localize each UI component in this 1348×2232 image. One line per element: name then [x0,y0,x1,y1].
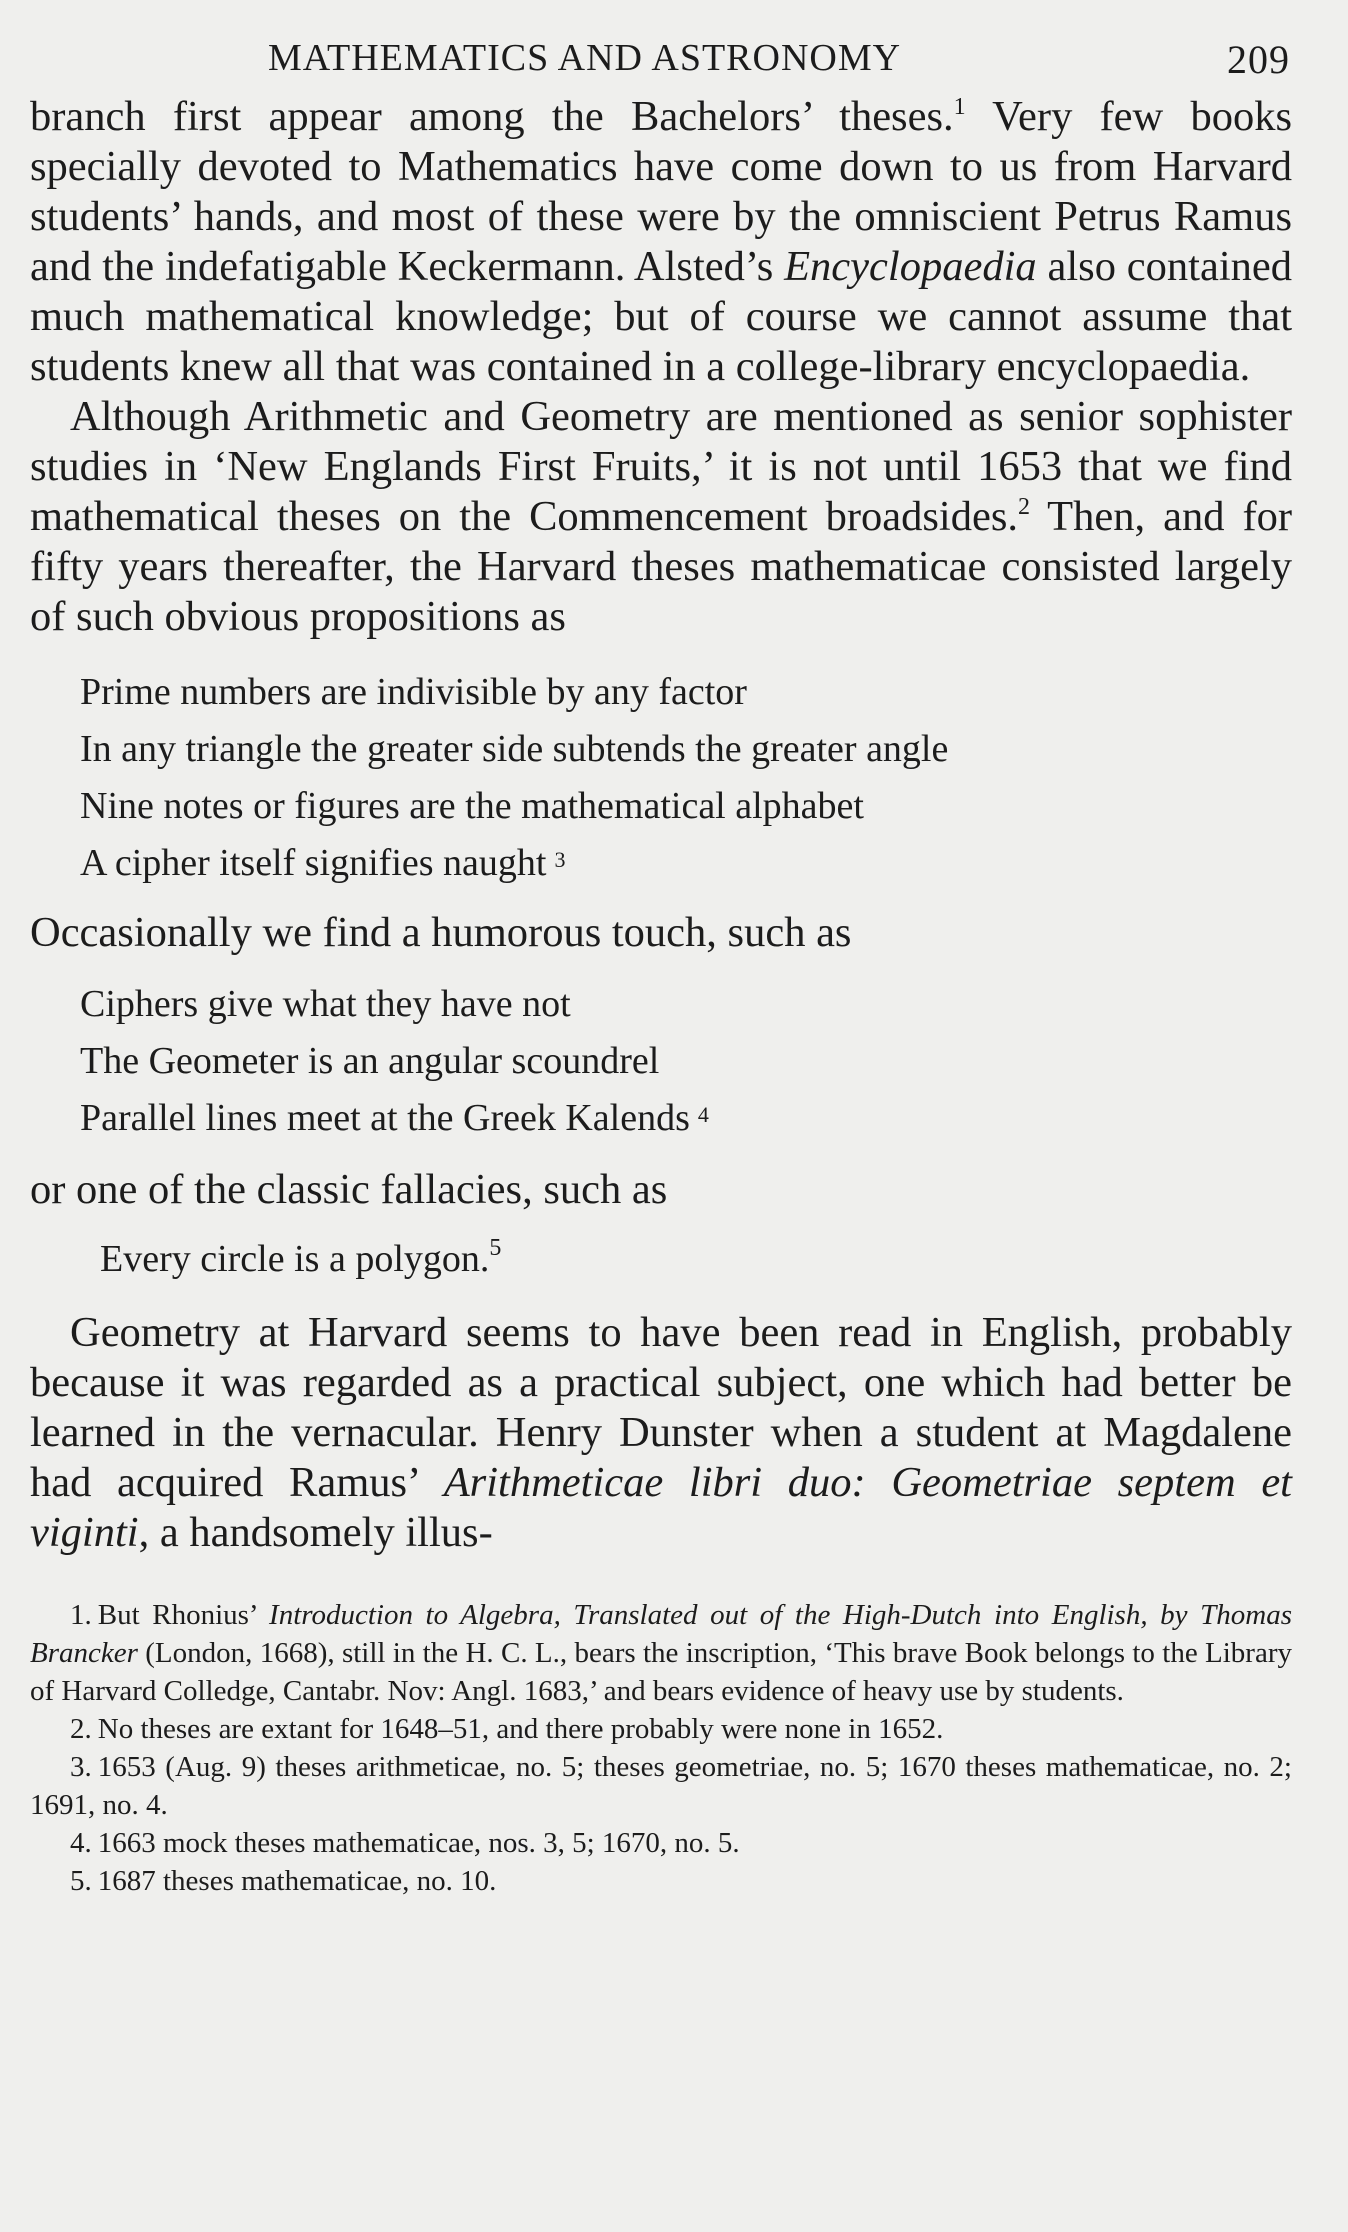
quote-line-with-note [80,835,1292,892]
quote-list-2 [30,976,1292,1147]
paragraph-5-text-b: , a handsomely illus- [138,1509,493,1556]
quote-line: Nine notes or figures are the mathematical alphabet [80,785,864,827]
paragraph-2 [30,392,1292,642]
footnote-2-text: No theses are extant for 1648–51, and there probably were none in 1652. [97,1713,944,1745]
quote-line: In any triangle the greater side subtends the greater angle [80,728,949,770]
paragraph-1-text-c: also contained much mathematical knowledge; but of course we cannot assume that students knew all that was contained in a college-library encyclopaedia. [30,243,1292,390]
paragraph-4: or one of the classic fallacies, such as [30,1166,668,1213]
footnote-number: 3. [70,1751,92,1783]
footnote-ref-3: 3 [554,847,566,872]
footnote-ref-2: 2 [1017,494,1030,520]
paragraph-5-text-a: Geometry at Harvard seems to have been read in English, probably because it was regarded as a practical subject, one which had better be learned in the vernacular. Henry Dunster when a student at Magdalene had acquired Ramus’ [30,1309,1292,1506]
footnote-ref-1: 1 [953,94,966,120]
page-number: 209 [1227,37,1290,82]
quote-line: Prime numbers are indivisible by any factor [80,671,747,713]
footnote-number: 4. [70,1827,92,1859]
paragraph-2-text-a: Although Arithmetic and Geometry are mentioned as senior sophister studies in ‘New Englands First Fruits,’ it is not until 1653 that we find mathematical theses on the Commencement broadsides. [30,393,1292,540]
paragraph-5-italic-title: Arithmeticae libri duo: Geometriae septem et viginti [30,1459,1292,1556]
quote-line: Parallel lines meet at the Greek Kalends [80,1097,690,1139]
footnote-4-text: 1663 mock theses mathematicae, nos. 3, 5; 1670, no. 5. [97,1827,740,1859]
footnote-ref-5: 5 [489,1235,502,1261]
footnote-3-text: 1653 (Aug. 9) theses arithmeticae, no. 5; theses geometriae, no. 5; 1670 theses mathematicae, no. 2; 1691, no. 4. [30,1751,1292,1821]
paragraph-2-text-b: Then, and for fifty years thereafter, the Harvard theses mathematicae consisted largely of such obvious propositions as [30,493,1292,640]
quote-line: The Geometer is an angular scoundrel [80,1040,660,1082]
paragraph-1 [30,92,1292,392]
paragraph-1-italic-title: Encyclopaedia [784,243,1037,290]
footnote-3 [30,1748,1292,1824]
running-head: MATHEMATICS AND ASTRONOMY [268,37,902,79]
paragraph-1-text-b: Very few books specially devoted to Mathematics have come down to us from Harvard students’ hands, and most of these were by the omniscient Petrus Ramus and the indefatigable Keckermann. Alsted’s [30,93,1292,290]
footnote-number: 5. [70,1865,92,1897]
quote-line-with-note [80,1090,1292,1147]
footnote-2 [30,1710,1292,1748]
footnote-5 [30,1862,1292,1900]
paragraph-1-text-a: branch first appear among the Bachelors’ theses. [30,93,954,140]
footnote-number: 2. [70,1713,92,1745]
footnote-4 [30,1824,1292,1862]
footnote-5-text: 1687 theses mathematicae, no. 10. [97,1865,497,1897]
footnote-1-italic-title: Introduction to Algebra, Translated out of the High-Dutch into English, by Thomas Brancker [30,1599,1292,1669]
page-header [30,28,1292,92]
quote-line: A cipher itself signifies naught [80,842,547,884]
footnote-1-text-b: (London, 1668), still in the H. C. L., bears the inscription, ‘This brave Book belongs to the Library of Harvard Colledge, Cantabr. Nov: Angl. 1683,’ and bears evidence of heavy use by students. [30,1637,1292,1707]
footnote-1-text-a: But Rhonius’ [97,1599,270,1631]
quote-list-3 [30,1231,1292,1288]
footnote-ref-4: 4 [697,1102,709,1127]
quote-list-1 [30,664,1292,892]
footnote-1 [30,1596,1292,1710]
quote-line: Every circle is a polygon. [100,1238,490,1280]
paragraph-5 [30,1308,1292,1558]
quote-line: Ciphers give what they have not [80,983,571,1025]
quote-line-with-note [100,1231,1292,1288]
footnotes [30,1596,1292,1900]
body-text [30,92,1292,1558]
paragraph-3: Occasionally we find a humorous touch, such as [30,909,852,956]
book-page [30,28,1292,1900]
footnote-number: 1. [70,1599,92,1631]
